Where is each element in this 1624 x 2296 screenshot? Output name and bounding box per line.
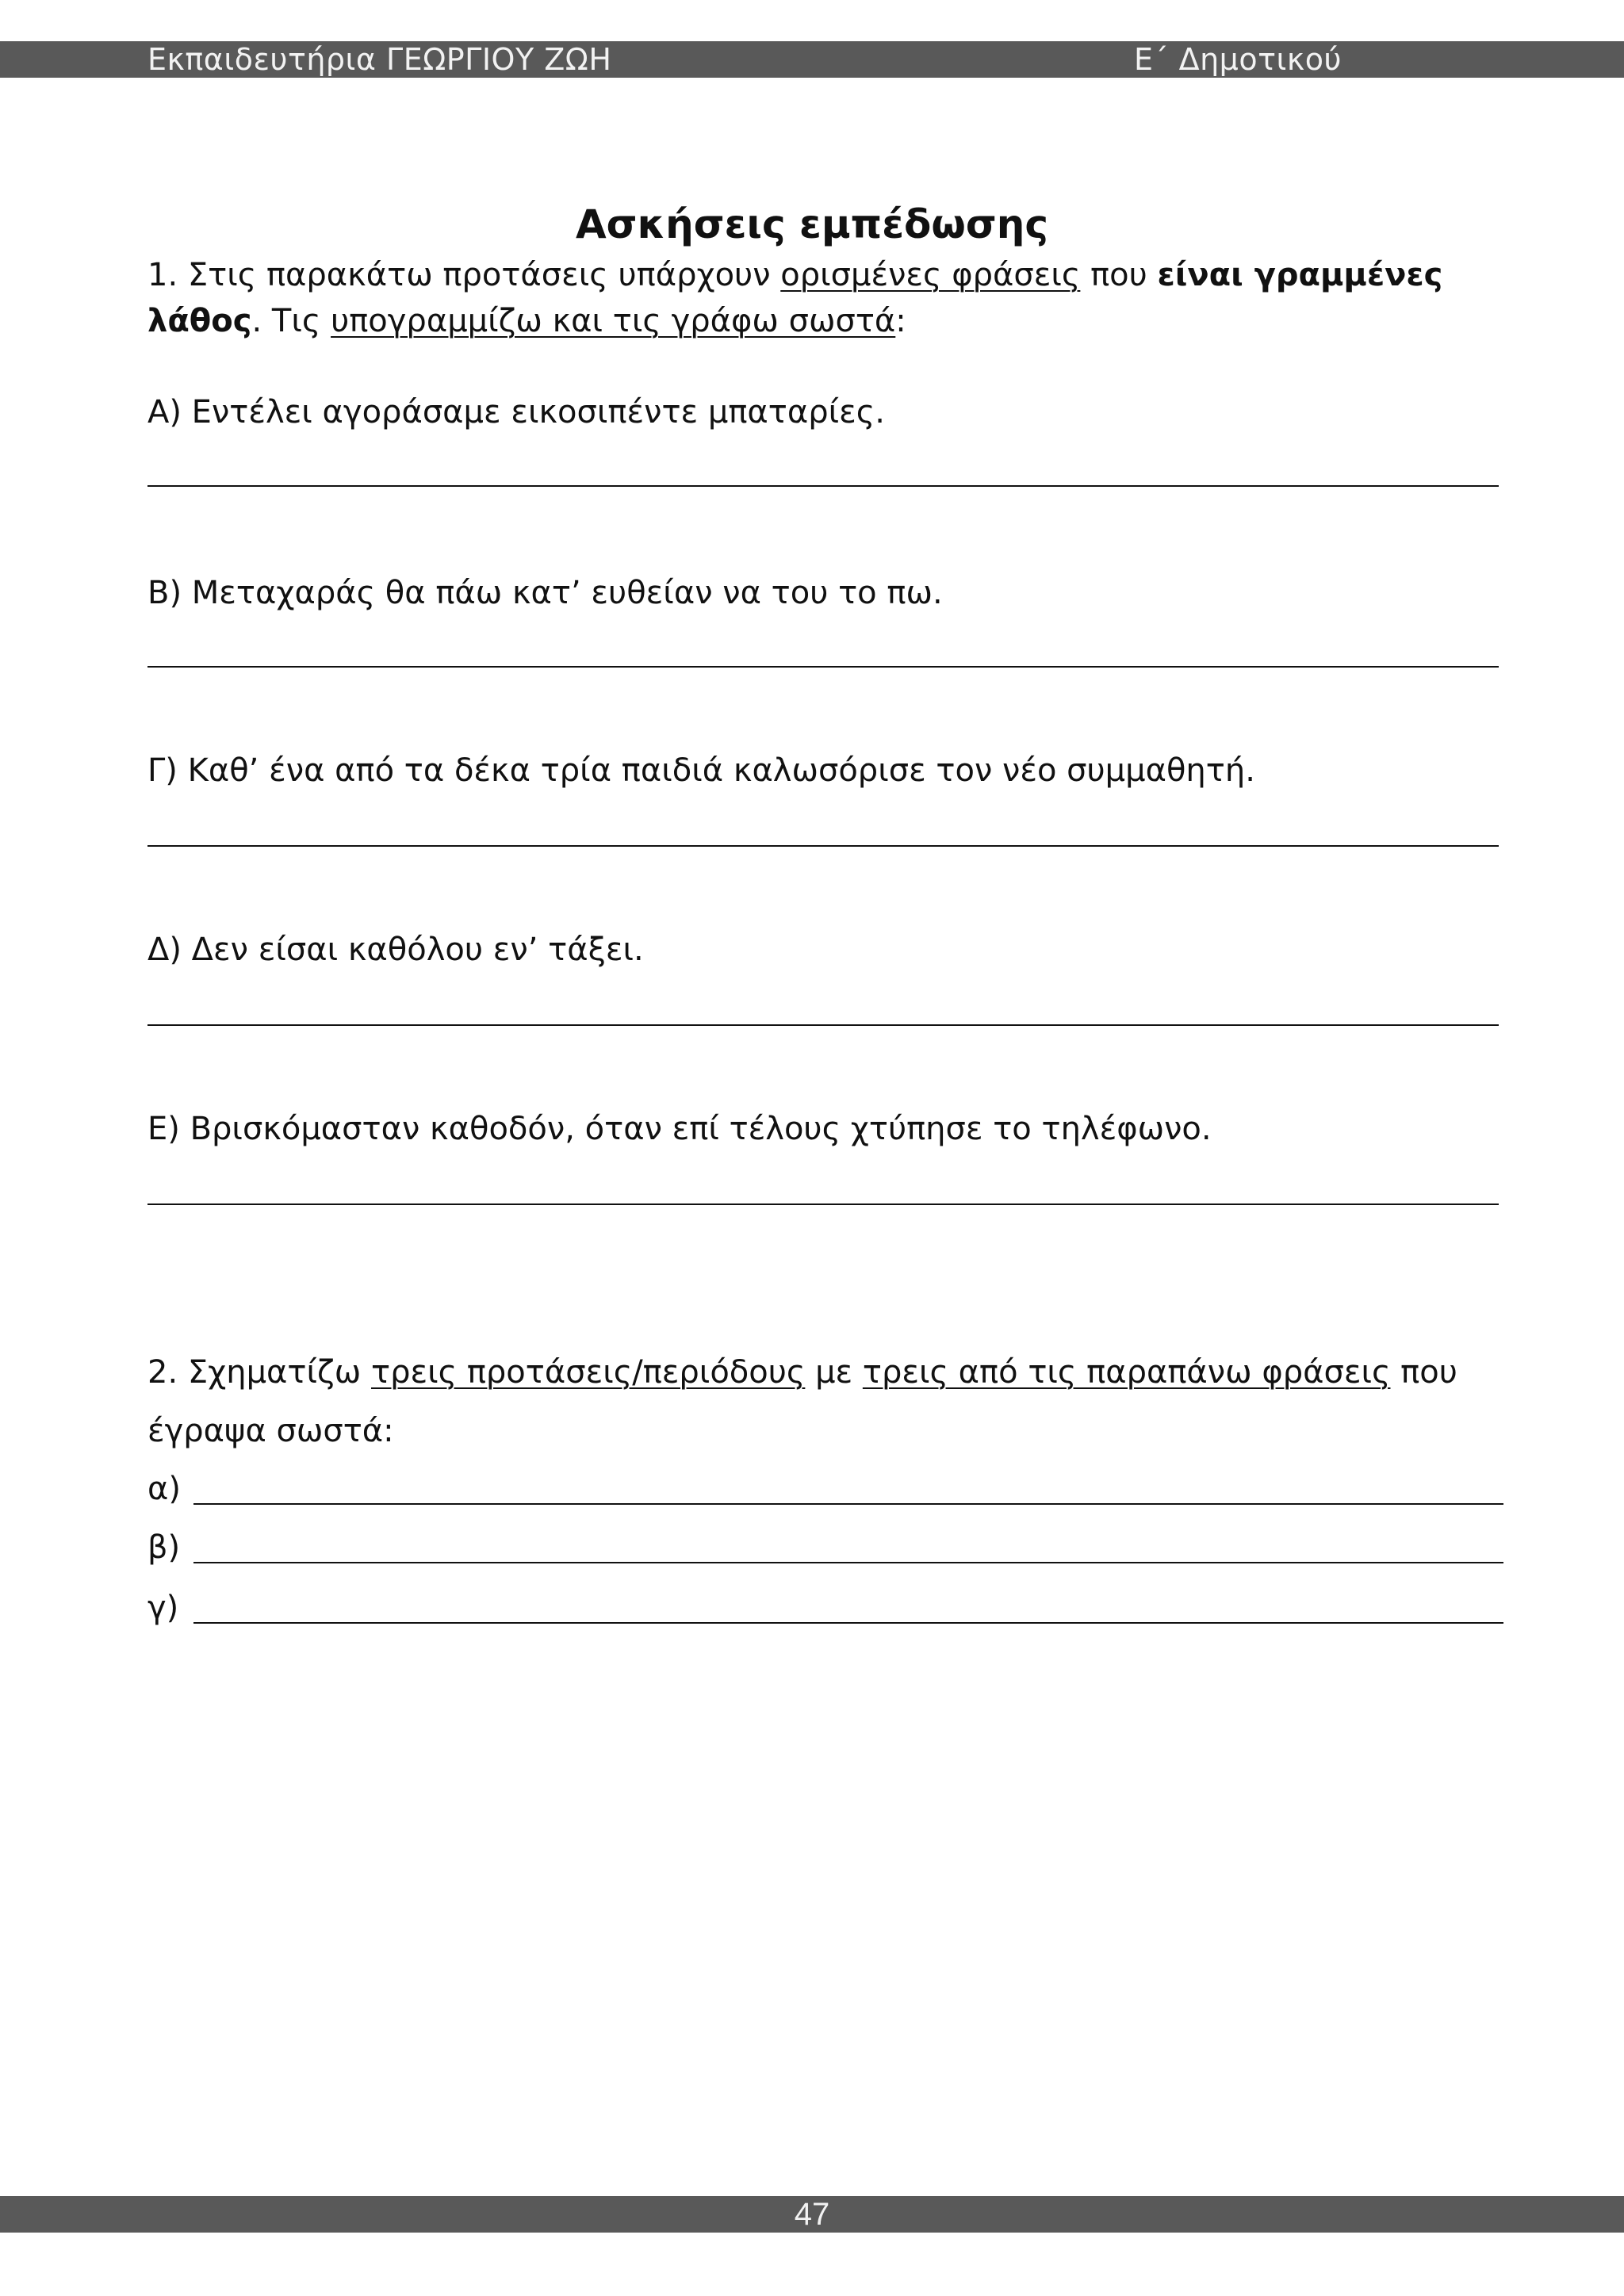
- answer-line-b[interactable]: [147, 666, 1499, 668]
- instruction-text: 1. Στις παρακάτω προτάσεις υπάρχουν: [147, 257, 781, 293]
- instruction-underlined-task: υπογραμμίζω και τις γράφω σωστά: [331, 303, 896, 339]
- exercise-1-instructions: [147, 252, 1503, 344]
- instruction-underlined-sentences: τρεις προτάσεις/περιόδους: [371, 1354, 806, 1391]
- page-title: Ασκήσεις εμπέδωσης: [575, 201, 1049, 247]
- sentence-a: Α) Εντέλει αγοράσαμε εικοσιπέντε μπαταρίες.: [147, 394, 885, 430]
- header-bar: [0, 41, 1624, 78]
- instruction-text: με: [805, 1354, 863, 1391]
- instruction-text: που: [1080, 257, 1158, 293]
- instruction-text: :: [895, 303, 906, 339]
- instruction-underlined-phrases: τρεις από τις παραπάνω φράσεις: [862, 1354, 1391, 1391]
- answer-line-c[interactable]: [147, 845, 1499, 847]
- sentence-d: Δ) Δεν είσαι καθόλου εν’ τάξει.: [147, 932, 644, 968]
- answer-line-gamma[interactable]: [193, 1622, 1503, 1624]
- page-number: 47: [794, 2197, 830, 2232]
- instruction-bold-text: είναι γραμμένες λάθος: [147, 257, 1443, 339]
- item-beta-label: β): [147, 1529, 181, 1566]
- sentence-b: Β) Μεταχαράς θα πάω κατ’ ευθείαν να του το πω.: [147, 575, 943, 611]
- grade-label: Ε΄ Δημοτικού: [1134, 42, 1342, 77]
- item-alpha-label: α): [147, 1471, 181, 1507]
- answer-line-a[interactable]: [147, 485, 1499, 487]
- instruction-text: . Τις: [251, 303, 331, 339]
- sentence-c: Γ) Καθ’ ένα από τα δέκα τρία παιδιά καλωσόρισε τον νέο συμμαθητή.: [147, 752, 1255, 789]
- footer-bar: [0, 2196, 1624, 2233]
- school-name: Εκπαιδευτήρια ΓΕΩΡΓΙΟΥ ΖΩΗ: [147, 42, 612, 77]
- answer-line-d[interactable]: [147, 1024, 1499, 1026]
- instruction-underlined-phrases: ορισμένες φράσεις: [780, 257, 1081, 293]
- instruction-text: που έγραψα σωστά:: [147, 1354, 1457, 1449]
- exercise-2-instructions: [147, 1343, 1511, 1460]
- answer-line-beta[interactable]: [193, 1562, 1503, 1563]
- item-gamma-label: γ): [147, 1590, 179, 1626]
- sentence-e: Ε) Βρισκόμασταν καθοδόν, όταν επί τέλους χτύπησε το τηλέφωνο.: [147, 1111, 1212, 1147]
- answer-line-alpha[interactable]: [193, 1503, 1503, 1505]
- answer-line-e[interactable]: [147, 1203, 1499, 1205]
- instruction-text: 2. Σχηματίζω: [147, 1354, 372, 1391]
